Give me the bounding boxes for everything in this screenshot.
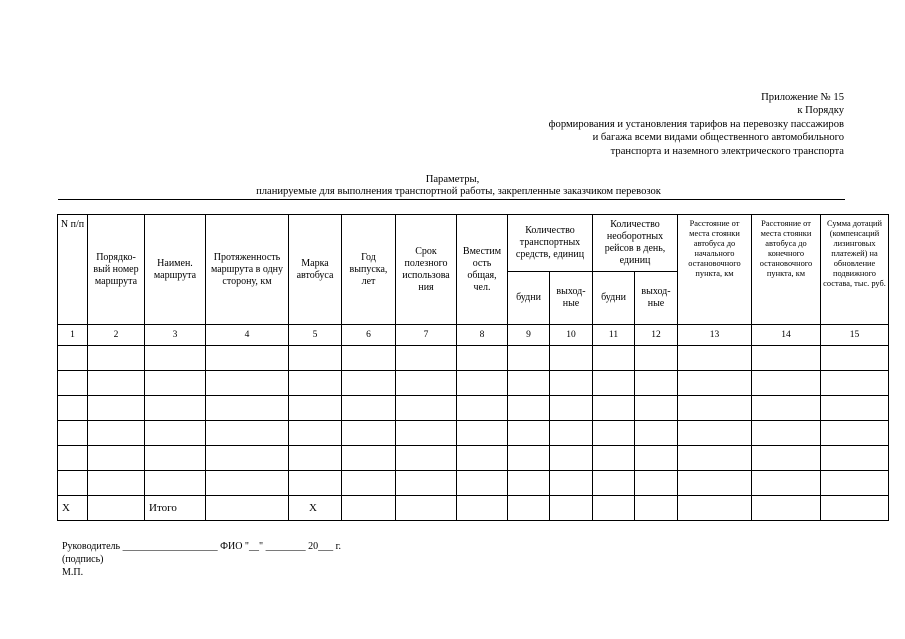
header-year: Год выпуска, лет xyxy=(342,215,396,325)
column-number: 2 xyxy=(88,325,145,346)
header-trips-count: Количество необоротных рейсов в день, единиц xyxy=(593,215,678,272)
column-number: 3 xyxy=(145,325,206,346)
header-route-number: Порядко-вый номер маршрута xyxy=(88,215,145,325)
column-numbers-row xyxy=(58,325,889,346)
title-underline xyxy=(58,199,845,200)
signature-block xyxy=(62,540,341,579)
column-number: 8 xyxy=(457,325,508,346)
title-line-2: планируемые для выполнения транспортной работы, закрепленные заказчиком перевозок xyxy=(256,186,661,197)
column-number: 7 xyxy=(396,325,457,346)
total-row xyxy=(58,496,889,521)
column-number: 5 xyxy=(289,325,342,346)
appendix-line: к Порядку xyxy=(797,105,844,117)
column-number: 13 xyxy=(678,325,752,346)
header-trips-weekdays: будни xyxy=(593,272,635,325)
header-row-1 xyxy=(58,215,889,272)
header-route-length: Протяженность маршрута в одну сторону, км xyxy=(206,215,289,325)
header-index: N п/п xyxy=(58,215,88,325)
column-number: 6 xyxy=(342,325,396,346)
appendix-line: Приложение № 15 xyxy=(761,92,844,103)
header-vehicles-weekends: выход-ные xyxy=(550,272,593,325)
header-subsidy: Сумма дотаций (компенсаций лизинговых платежей) на обновление подвижного состава, тыс. руб. xyxy=(821,215,889,325)
header-bus-brand: Марка автобуса xyxy=(289,215,342,325)
column-number: 4 xyxy=(206,325,289,346)
column-number: 15 xyxy=(821,325,889,346)
total-x-mark: Х xyxy=(289,496,342,521)
column-number: 11 xyxy=(593,325,635,346)
table-row xyxy=(58,471,889,496)
table-row xyxy=(58,346,889,371)
header-useful-life: Срок полезного использова ния xyxy=(396,215,457,325)
header-route-name: Наимен. маршрута xyxy=(145,215,206,325)
header-distance-start: Расстояние от места стоянки автобуса до начального остановочного пункта, км xyxy=(678,215,752,325)
total-label: Итого xyxy=(145,496,206,521)
stamp-placeholder: М.П. xyxy=(62,567,84,578)
column-number: 12 xyxy=(635,325,678,346)
header-vehicle-count: Количество транспортных средств, единиц xyxy=(508,215,593,272)
appendix-line: формирования и установления тарифов на перевозку пассажиров xyxy=(548,118,844,130)
parameters-table xyxy=(57,214,889,521)
appendix-line: транспорта и наземного электрического транспорта xyxy=(610,145,844,157)
header-distance-end: Расстояние от места стоянки автобуса до конечного остановочного пункта, км xyxy=(752,215,821,325)
header-capacity: Вместим ость общая, чел. xyxy=(457,215,508,325)
document-title xyxy=(0,174,905,198)
signature-line: Руководитель ___________________ ФИО "__" ________ 20___ г. xyxy=(62,541,342,552)
header-trips-weekends: выход-ные xyxy=(635,272,678,325)
header-vehicles-weekdays: будни xyxy=(508,272,550,325)
column-number: 1 xyxy=(58,325,88,346)
table-row xyxy=(58,371,889,396)
column-number: 9 xyxy=(508,325,550,346)
total-x-mark: Х xyxy=(58,496,88,521)
signature-caption: (подпись) xyxy=(62,554,104,565)
column-number: 14 xyxy=(752,325,821,346)
appendix-line: и багажа всеми видами общественного автомобильного xyxy=(592,132,844,144)
table-row xyxy=(58,421,889,446)
table-row xyxy=(58,396,889,421)
title-line-1: Параметры, xyxy=(425,174,480,185)
column-number: 10 xyxy=(550,325,593,346)
table-row xyxy=(58,446,889,471)
appendix-block xyxy=(549,91,844,158)
